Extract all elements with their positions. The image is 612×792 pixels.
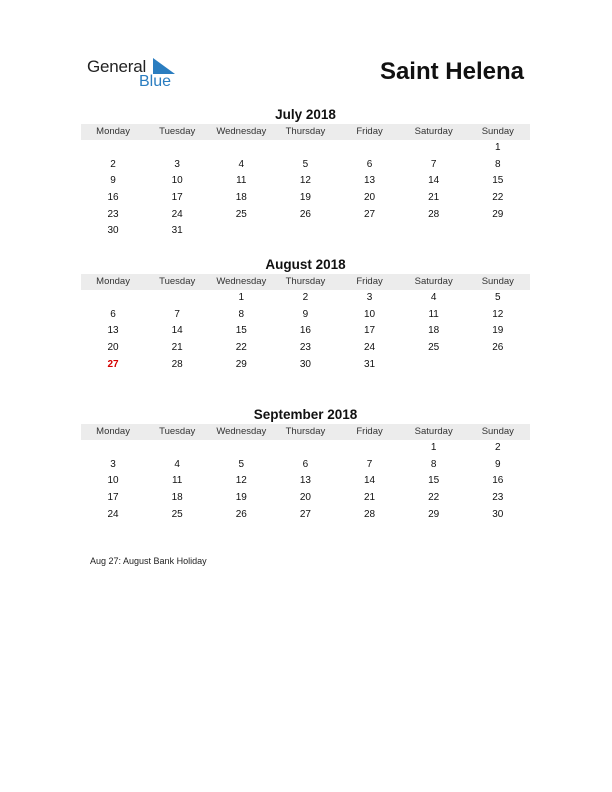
day-cell: 16 [492, 475, 504, 487]
month-title: September 2018 [253, 407, 358, 422]
day-cell: 2 [302, 292, 309, 303]
day-cell: 20 [364, 192, 376, 204]
empty-day-cell [145, 140, 209, 157]
day-cell: 26 [492, 342, 504, 354]
day-cell: 4 [238, 158, 245, 170]
day-cell: 3 [110, 458, 116, 470]
weekday-header: Thursday [273, 424, 337, 440]
day-cell: 23 [299, 342, 311, 354]
day-cell: 2 [495, 442, 501, 453]
logo-triangle-icon [153, 58, 175, 74]
day-cell: 13 [364, 175, 376, 187]
day-cell: 31 [171, 225, 183, 237]
holiday-note: Aug 27: August Bank Holiday [90, 556, 207, 566]
empty-day-cell [338, 440, 402, 457]
day-cell: 6 [366, 158, 373, 170]
holiday-day-cell: 27 [107, 358, 119, 370]
day-cell: 27 [364, 208, 376, 220]
empty-day-cell [81, 290, 145, 307]
day-cell: 19 [492, 325, 504, 337]
empty-day-cell [273, 223, 337, 240]
day-cell: 17 [171, 192, 183, 204]
day-cell: 24 [171, 208, 183, 220]
day-cell: 28 [364, 508, 376, 520]
day-cell: 11 [428, 308, 439, 320]
brand-logo [87, 55, 187, 95]
day-cell: 23 [107, 208, 119, 220]
day-cell: 21 [364, 492, 376, 504]
day-cell: 22 [492, 192, 504, 204]
empty-day-cell [273, 440, 337, 457]
day-cell: 18 [235, 192, 247, 204]
day-cell: 22 [235, 342, 247, 354]
day-cell: 6 [110, 308, 116, 320]
day-cell: 1 [430, 442, 437, 453]
day-cell: 12 [299, 175, 311, 187]
day-cell: 28 [171, 358, 183, 370]
day-cell: 21 [428, 192, 440, 204]
day-cell: 18 [171, 492, 183, 504]
day-cell: 1 [495, 142, 501, 153]
day-cell: 29 [428, 508, 440, 520]
logo-text-general: General [87, 57, 147, 76]
day-cell: 24 [107, 508, 119, 520]
day-cell: 7 [430, 158, 437, 170]
weekday-header: Tuesday [145, 274, 209, 290]
empty-day-cell [209, 223, 273, 240]
empty-day-cell [402, 140, 466, 157]
weekday-header: Friday [338, 274, 402, 290]
weekday-header: Friday [338, 124, 402, 140]
day-cell: 14 [364, 475, 376, 487]
empty-day-cell [338, 223, 402, 240]
month-august [81, 256, 530, 373]
day-cell: 22 [428, 492, 440, 504]
day-cell: 3 [174, 158, 180, 170]
day-cell: 26 [235, 508, 247, 520]
day-cell: 21 [171, 342, 183, 354]
day-cell: 30 [299, 358, 311, 370]
day-cell: 11 [236, 175, 247, 187]
day-cell: 2 [110, 158, 116, 170]
weekday-header: Monday [81, 274, 145, 290]
day-cell: 30 [492, 508, 504, 520]
empty-day-cell [466, 357, 530, 374]
day-cell: 12 [492, 308, 504, 320]
weekday-header: Saturday [402, 274, 466, 290]
day-cell: 7 [366, 458, 373, 470]
weekday-header: Saturday [402, 124, 466, 140]
day-cell: 5 [238, 458, 245, 470]
day-cell: 15 [428, 475, 440, 487]
empty-day-cell [81, 440, 145, 457]
day-cell: 8 [430, 458, 437, 470]
empty-day-cell [209, 440, 273, 457]
day-cell: 20 [107, 342, 119, 354]
day-cell: 29 [492, 208, 504, 220]
day-cell: 8 [495, 158, 501, 170]
empty-day-cell [273, 140, 337, 157]
day-cell: 14 [428, 175, 440, 187]
empty-day-cell [466, 223, 530, 240]
day-cell: 5 [302, 158, 309, 170]
weekday-header: Tuesday [145, 424, 209, 440]
day-cell: 1 [238, 292, 245, 303]
day-cell: 8 [238, 308, 245, 320]
calendar-grid [81, 124, 530, 240]
day-cell: 13 [299, 475, 311, 487]
empty-day-cell [402, 357, 466, 374]
day-cell: 17 [107, 492, 119, 504]
day-cell: 19 [299, 192, 311, 204]
weekday-header: Wednesday [209, 424, 273, 440]
calendar-grid [81, 424, 530, 523]
day-cell: 3 [366, 292, 373, 303]
day-cell: 26 [299, 208, 311, 220]
month-july [81, 106, 530, 240]
weekday-header: Sunday [466, 424, 530, 440]
day-cell: 10 [107, 475, 119, 487]
day-cell: 23 [492, 492, 504, 504]
day-cell: 30 [107, 225, 119, 237]
month-september [81, 406, 530, 523]
day-cell: 15 [492, 175, 504, 187]
empty-day-cell [81, 140, 145, 157]
day-cell: 13 [107, 325, 119, 337]
day-cell: 14 [171, 325, 183, 337]
weekday-header: Saturday [402, 424, 466, 440]
day-cell: 17 [364, 325, 376, 337]
day-cell: 11 [171, 475, 183, 487]
weekday-header: Thursday [273, 274, 337, 290]
weekday-header: Monday [81, 424, 145, 440]
logo-text-blue: Blue [139, 73, 172, 90]
day-cell: 5 [495, 292, 501, 303]
weekday-header: Thursday [273, 124, 337, 140]
empty-day-cell [145, 440, 209, 457]
day-cell: 19 [235, 492, 247, 504]
holiday-notes [90, 556, 207, 566]
day-cell: 6 [302, 458, 309, 470]
calendar-grid [81, 274, 530, 373]
day-cell: 25 [235, 208, 247, 220]
day-cell: 9 [110, 175, 116, 187]
day-cell: 25 [171, 508, 183, 520]
weekday-header: Friday [338, 424, 402, 440]
empty-day-cell [402, 223, 466, 240]
month-title: July 2018 [275, 107, 336, 122]
day-cell: 10 [171, 175, 183, 187]
empty-day-cell [145, 290, 209, 307]
weekday-header: Tuesday [145, 124, 209, 140]
day-cell: 16 [107, 192, 119, 204]
day-cell: 28 [428, 208, 440, 220]
weekday-header: Sunday [466, 124, 530, 140]
day-cell: 31 [364, 358, 376, 370]
day-cell: 16 [299, 325, 311, 337]
weekday-header: Wednesday [209, 274, 273, 290]
day-cell: 9 [302, 308, 309, 320]
empty-day-cell [338, 140, 402, 157]
day-cell: 4 [430, 292, 437, 303]
day-cell: 9 [495, 458, 501, 470]
country-title: Saint Helena [379, 58, 524, 85]
day-cell: 25 [428, 342, 440, 354]
day-cell: 24 [364, 342, 376, 354]
weekday-header: Wednesday [209, 124, 273, 140]
day-cell: 10 [364, 308, 376, 320]
empty-day-cell [209, 140, 273, 157]
day-cell: 7 [174, 308, 180, 320]
day-cell: 4 [174, 458, 180, 470]
month-title: August 2018 [265, 257, 346, 272]
weekday-header: Sunday [466, 274, 530, 290]
day-cell: 15 [235, 325, 247, 337]
day-cell: 18 [428, 325, 440, 337]
day-cell: 27 [299, 508, 311, 520]
weekday-header: Monday [81, 124, 145, 140]
day-cell: 29 [235, 358, 247, 370]
day-cell: 12 [235, 475, 247, 487]
day-cell: 20 [299, 492, 311, 504]
